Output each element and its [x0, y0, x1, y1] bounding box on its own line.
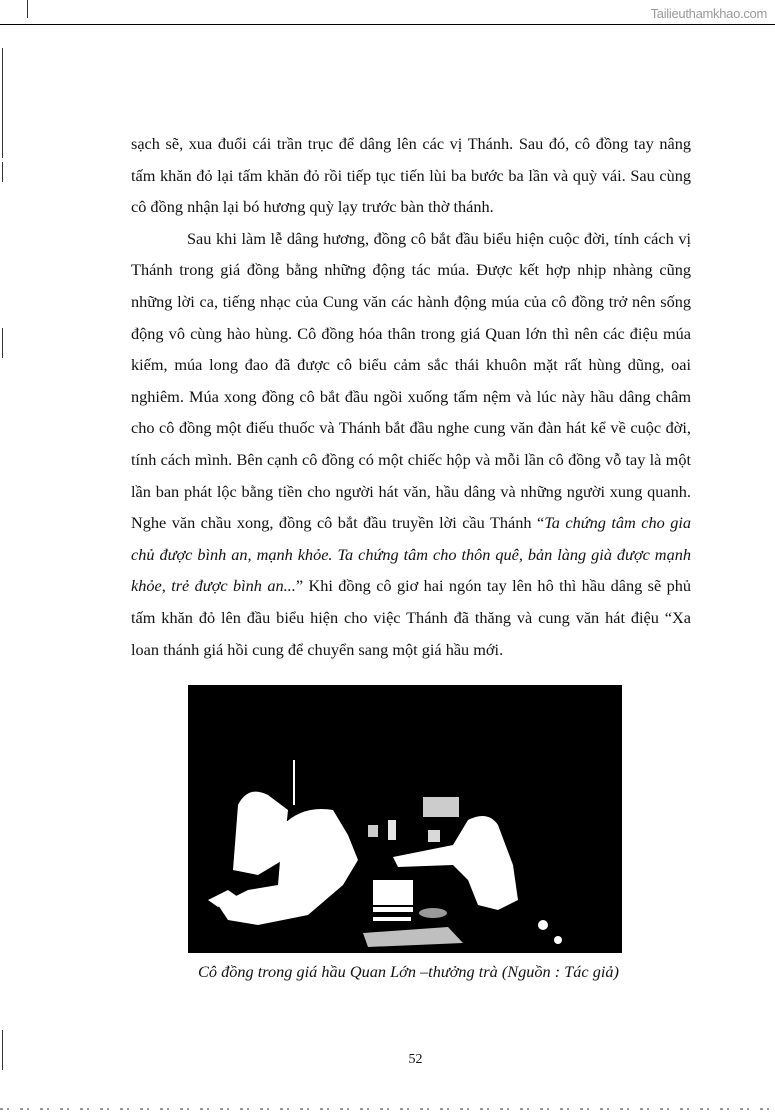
scan-margin-line — [2, 328, 3, 358]
paragraph-1: sạch sẽ, xua đuổi cái trần trục để dâng lên các vị Thánh. Sau đó, cô đồng tay nâng tấm khăn đỏ lại tấm khăn đỏ rồi tiếp tục tiến lùi ba bước ba lần và quỳ vái. Sau cùng cô đồng nhận lại bó hương quỳ lạy trước bàn thờ thánh. — [131, 134, 691, 217]
header-rule — [0, 24, 775, 25]
ritual-photo — [188, 685, 622, 953]
paragraph-2-text-cont: ” Khi đồng cô giơ hai ngón tay lên hô thì hầu dâng sẽ phủ tấm khăn đỏ lên đầu biểu hiện cho việc Thánh đã thăng và cung văn hát điệu “Xa loan thánh giá hồi cung để chuyển sang một giá hầu mới. — [131, 576, 691, 659]
figure-caption: Cô đồng trong giá hầu Quan Lớn –thưởng trà (Nguồn : Tác giả) — [198, 962, 619, 981]
scan-margin-line — [27, 0, 28, 18]
quoted-prayer: Ta chứng tâm cho gia chủ được bình an, mạnh khỏe. Ta chứng tâm cho thôn quê, bản làng già được mạnh khỏe, trẻ được bình an... — [131, 513, 691, 596]
watermark: Tailieuthamkhao.com — [650, 6, 767, 21]
scan-margin-line — [2, 162, 3, 182]
paragraph-2-text: Sau khi làm lễ dâng hương, đồng cô bắt đầu biểu hiện cuộc đời, tính cách vị Thánh trong giá đồng bằng những động tác múa. Được kết hợp nhịp nhàng cũng những lời ca, tiếng nhạc của Cung văn các hành động múa của cô đồng trở nên sống động vô cùng hào hùng. Cô đồng hóa thân trong giá Quan lớn thì nên các điệu múa kiếm, múa long đao đã được cô biểu cảm sắc thái khuôn mặt rất hùng dũng, oai nghiêm. Múa xong đồng cô bắt đầu ngồi xuống tấm nệm và lúc này hầu dâng châm cho cô đồng một điếu thuốc và Thánh bắt đầu nghe cung văn đàn hát kể về cuộc đời, tính cách mình. Bên cạnh cô đồng có một chiếc hộp và mỗi lần cô đồng vỗ tay là một lần ban phát lộc bằng tiền cho người hát văn, hầu dâng và những người xung quanh. Nghe văn chầu xong, đồng cô bắt đầu truyền lời cầu Thánh “ — [131, 228, 691, 533]
body-text — [131, 128, 691, 665]
scan-edge-noise — [0, 1108, 775, 1110]
scan-margin-line — [2, 48, 3, 158]
photo-image — [188, 685, 622, 953]
page-number: 52 — [408, 1052, 423, 1067]
paragraph-2 — [131, 223, 691, 665]
